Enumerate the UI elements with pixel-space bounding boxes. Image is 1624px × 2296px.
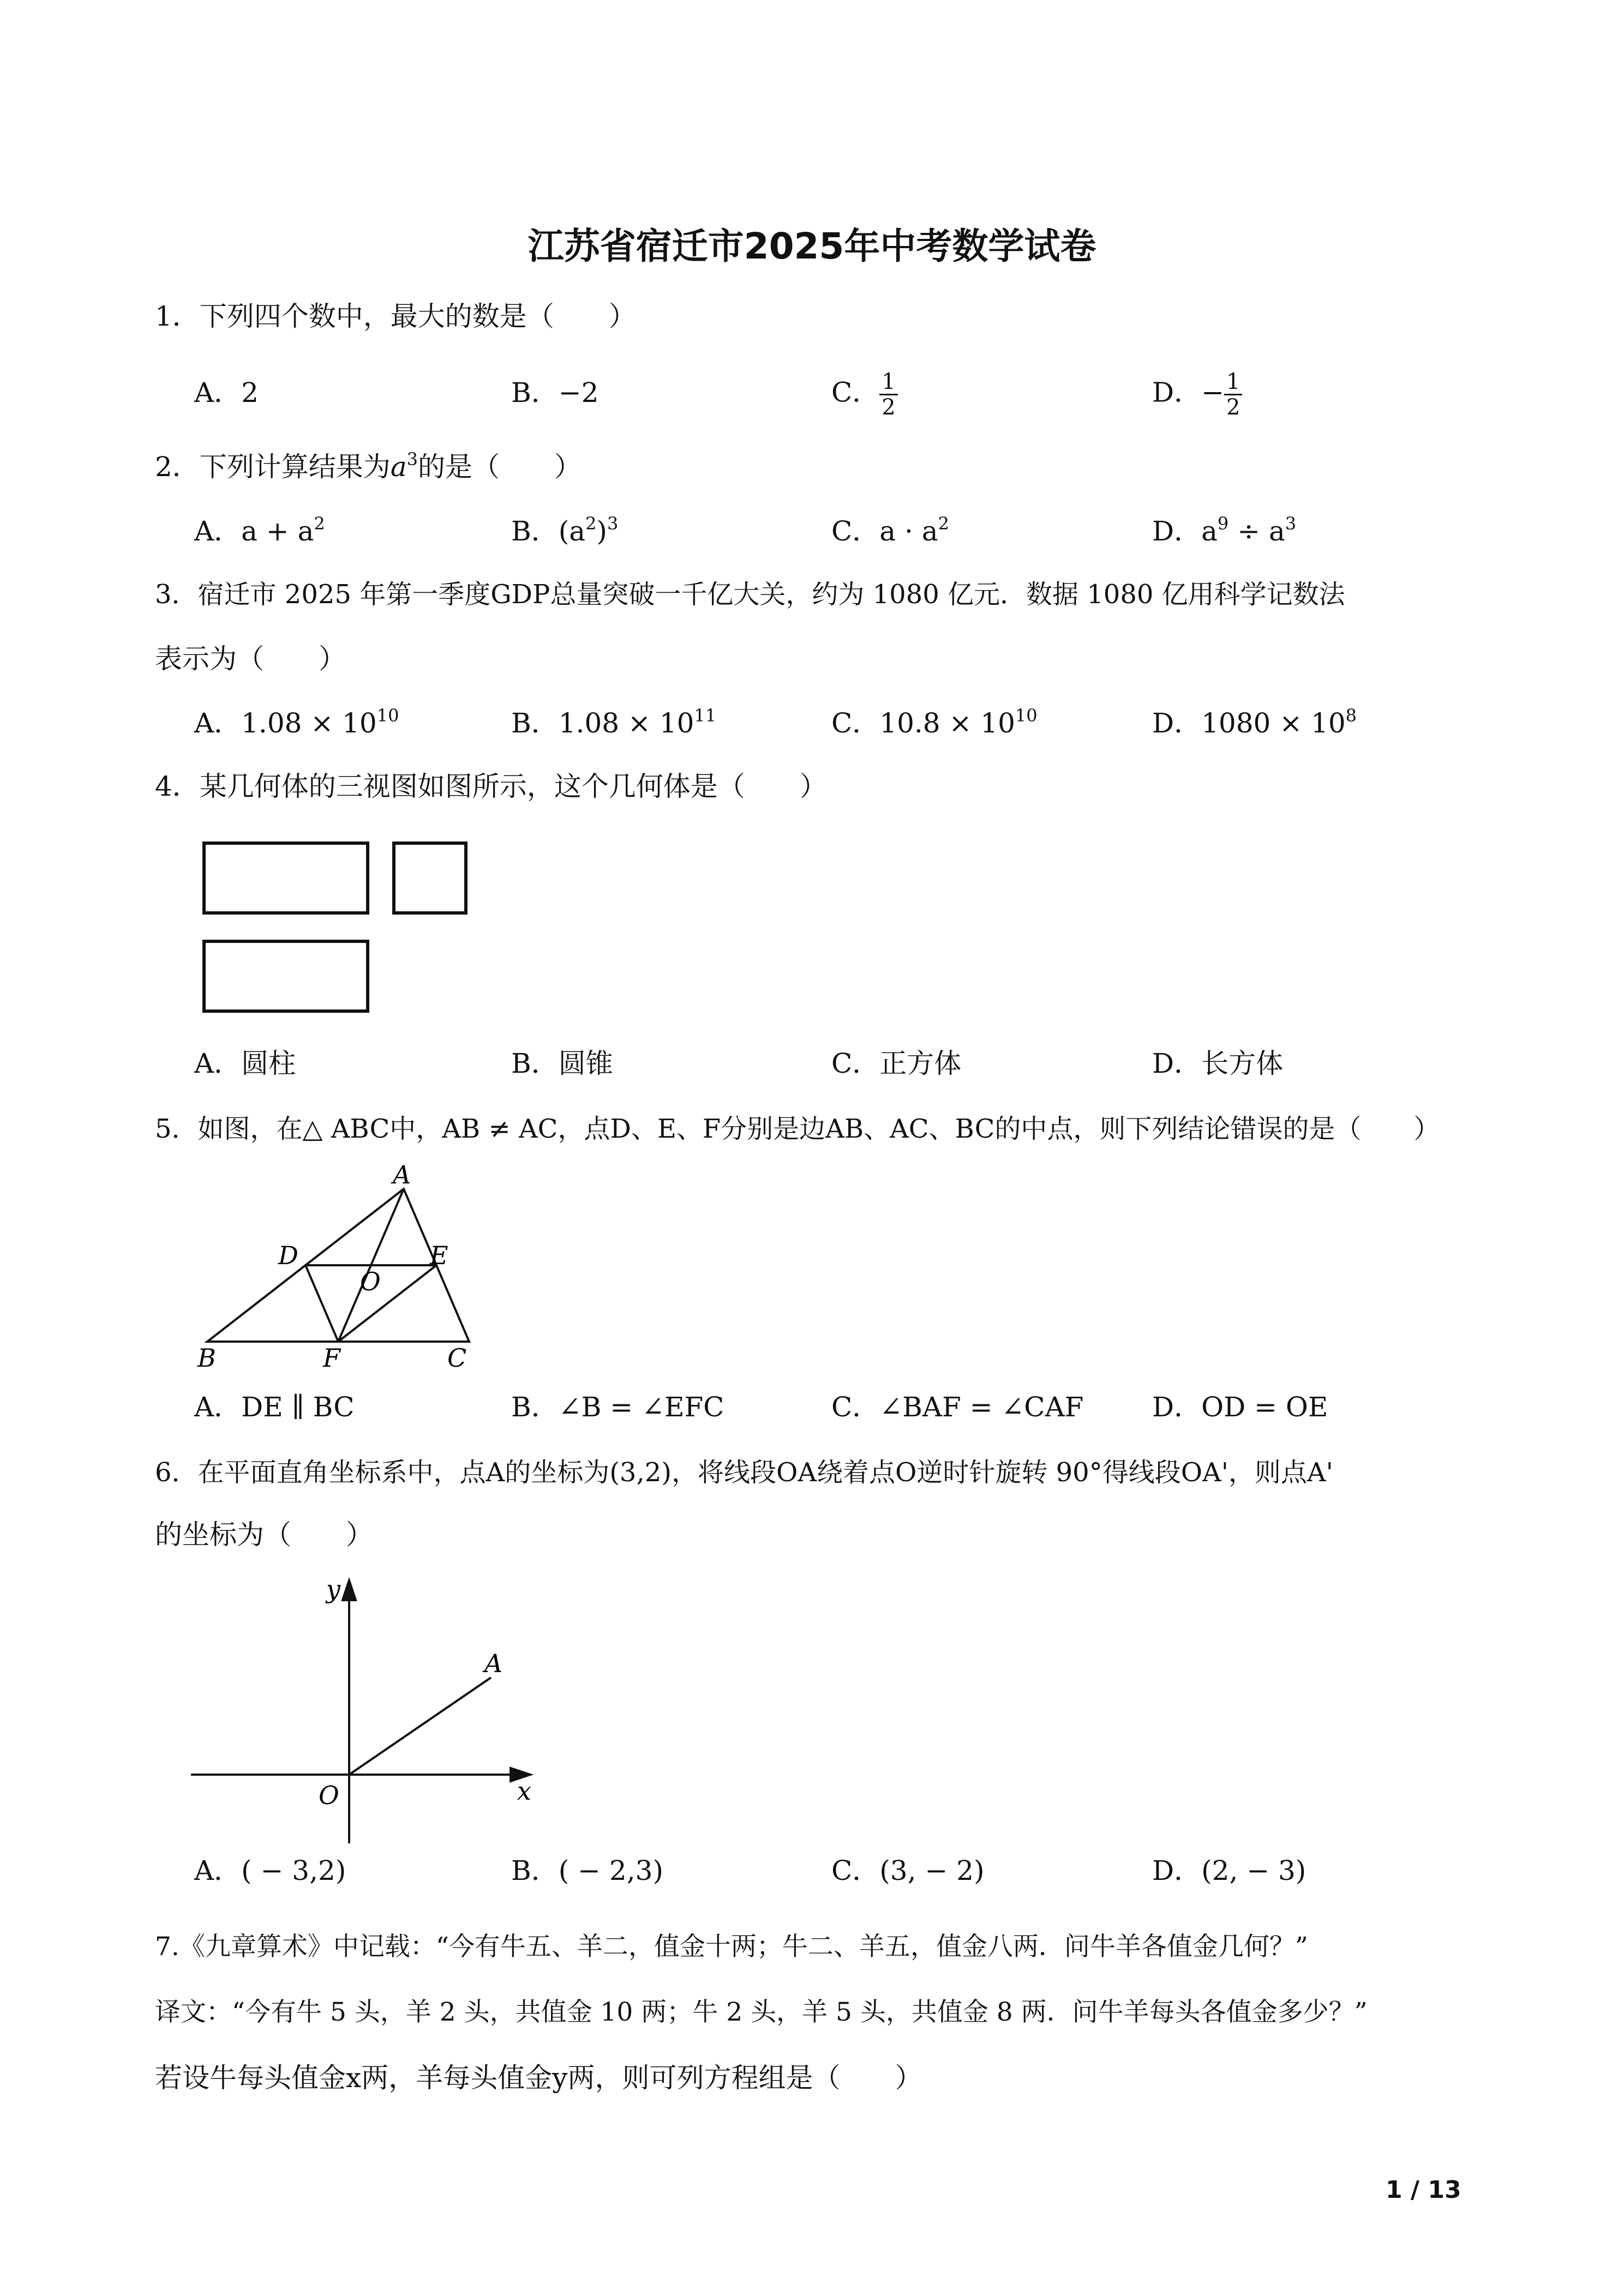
page-number: 1 / 13 bbox=[1386, 2176, 1461, 2204]
label-x: x bbox=[517, 1776, 531, 1806]
q1-option-d bbox=[1152, 370, 1242, 419]
q6-option-d: D．(2, − 3) bbox=[1152, 1855, 1307, 1886]
segment-ef bbox=[338, 1265, 436, 1342]
q1-c-denominator: 2 bbox=[882, 395, 896, 420]
q6-option-c: C．(3, − 2) bbox=[831, 1855, 985, 1886]
q2-c-text: C．a · a bbox=[831, 515, 938, 547]
q2-b-mid: ) bbox=[596, 515, 607, 547]
q2-b-exp2: 3 bbox=[607, 513, 619, 534]
q2-b-text: B．(a bbox=[511, 515, 586, 547]
side-view-rect bbox=[394, 843, 466, 913]
segment-oa bbox=[349, 1678, 491, 1775]
question-7-line1: 7.《九章算术》中记载：“今有牛五、羊二，值金十两；牛二、羊五，值金八两．问牛羊各值金几何？” bbox=[155, 1932, 1308, 1962]
q2-a-text: A．a + a bbox=[194, 515, 314, 547]
q1-option-a: A．2 bbox=[194, 377, 259, 408]
q2-d-mid: ÷ a bbox=[1229, 515, 1285, 547]
q4-option-d: D．长方体 bbox=[1152, 1048, 1284, 1079]
q1-d-numerator: 1 bbox=[1224, 370, 1242, 395]
q2-stem-post: 的是（ ） bbox=[417, 451, 582, 483]
q3-b-exp: 11 bbox=[694, 705, 717, 726]
y-axis-arrow bbox=[343, 1580, 356, 1600]
question-6-line2: 的坐标为（ ） bbox=[155, 1519, 373, 1550]
q2-c-exp: 2 bbox=[938, 513, 949, 534]
q6-option-b: B．( − 2,3) bbox=[511, 1855, 663, 1886]
question-7-line3: 若设牛每头值金x两，羊每头值金y两，则可列方程组是（ ） bbox=[155, 2062, 922, 2094]
label-a: A bbox=[393, 1160, 411, 1189]
q2-b-exp1: 2 bbox=[585, 513, 597, 534]
q3-option-d bbox=[1152, 707, 1357, 740]
q3-d-text: D．1080 × 10 bbox=[1152, 707, 1346, 739]
q3-option-b bbox=[511, 707, 716, 740]
question-4-stem: 4．某几何体的三视图如图所示，这个几何体是（ ） bbox=[155, 771, 827, 802]
q1-option-d-fraction bbox=[1224, 370, 1242, 419]
q1-d-denominator: 2 bbox=[1226, 395, 1241, 420]
label-point-a: A bbox=[484, 1649, 503, 1678]
label-d: D bbox=[278, 1241, 298, 1270]
label-origin: O bbox=[319, 1781, 339, 1810]
q2-a-exp: 2 bbox=[314, 513, 325, 534]
question-3-line2: 表示为（ ） bbox=[155, 643, 346, 675]
q5-option-a: A．DE ∥ BC bbox=[194, 1391, 355, 1423]
question-6-line1: 6．在平面直角坐标系中，点A的坐标为(3,2)，将线段OA绕着点O逆时针旋转 90°得线段OA'，则点A' bbox=[155, 1457, 1333, 1488]
q4-option-c: C．正方体 bbox=[831, 1048, 962, 1079]
label-f: F bbox=[323, 1343, 340, 1373]
label-y: y bbox=[326, 1576, 340, 1604]
q1-option-c bbox=[831, 370, 898, 419]
three-view-figure bbox=[196, 834, 480, 1031]
q2-stem-var: a bbox=[390, 451, 407, 483]
question-5-stem: 5．如图，在△ ABC中，AB ≠ AC，点D、E、F分别是边AB、AC、BC的中点，则下列结论错误的是（ ） bbox=[155, 1114, 1440, 1144]
label-e: E bbox=[430, 1241, 448, 1270]
question-1-stem: 1．下列四个数中，最大的数是（ ） bbox=[155, 300, 636, 332]
q1-option-c-fraction bbox=[879, 370, 897, 419]
q3-b-text: B．1.08 × 10 bbox=[511, 707, 694, 739]
q2-stem-exp: 3 bbox=[406, 449, 418, 470]
q1-option-b: B．−2 bbox=[511, 377, 599, 408]
q4-option-a: A．圆柱 bbox=[194, 1048, 296, 1079]
q3-c-exp: 10 bbox=[1015, 705, 1038, 726]
q2-option-d bbox=[1152, 515, 1296, 548]
q5-option-c: C．∠BAF = ∠CAF bbox=[831, 1391, 1084, 1423]
label-o: O bbox=[360, 1267, 381, 1296]
q1-c-numerator: 1 bbox=[879, 370, 897, 395]
question-7-line2: 译文：“今有牛 5 头，羊 2 头，共值金 10 两；牛 2 头，羊 5 头，共值金 8 两．问牛羊每头各值金多少？” bbox=[155, 1997, 1368, 2027]
q2-d-exp1: 9 bbox=[1217, 513, 1229, 534]
q2-option-c bbox=[831, 515, 949, 548]
q6-option-a: A．( − 3,2) bbox=[194, 1855, 346, 1886]
label-c: C bbox=[447, 1343, 467, 1373]
q3-a-exp: 10 bbox=[376, 705, 399, 726]
q3-c-text: C．10.8 × 10 bbox=[831, 707, 1015, 739]
q2-d-text: D．a bbox=[1152, 515, 1218, 547]
q2-option-a bbox=[194, 515, 325, 548]
front-view-rect bbox=[204, 843, 368, 913]
q2-option-b bbox=[511, 515, 618, 548]
q5-option-d: D．OD = OE bbox=[1152, 1391, 1328, 1423]
coordinate-figure bbox=[185, 1576, 546, 1849]
top-view-rect bbox=[204, 941, 368, 1011]
q2-stem-pre: 2．下列计算结果为 bbox=[155, 451, 391, 483]
q3-d-exp: 8 bbox=[1345, 705, 1357, 726]
q1-option-c-label: C． bbox=[831, 376, 880, 408]
question-3-line1: 3．宿迁市 2025 年第一季度GDP总量突破一千亿大关，约为 1080 亿元．数据 1080 亿用科学记数法 bbox=[155, 579, 1345, 610]
question-2-stem bbox=[155, 450, 582, 483]
segment-df bbox=[305, 1265, 338, 1342]
triangle-figure bbox=[185, 1156, 491, 1374]
q3-a-text: A．1.08 × 10 bbox=[194, 707, 377, 739]
q2-d-exp2: 3 bbox=[1285, 513, 1297, 534]
q1-option-d-label: D．− bbox=[1152, 376, 1224, 408]
q3-option-a bbox=[194, 707, 399, 740]
page-title: 江苏省宿迁市2025年中考数学试卷 bbox=[528, 225, 1096, 267]
label-b: B bbox=[197, 1343, 216, 1373]
q3-option-c bbox=[831, 707, 1038, 740]
q4-option-b: B．圆锥 bbox=[511, 1048, 613, 1079]
q5-option-b: B．∠B = ∠EFC bbox=[511, 1391, 724, 1423]
